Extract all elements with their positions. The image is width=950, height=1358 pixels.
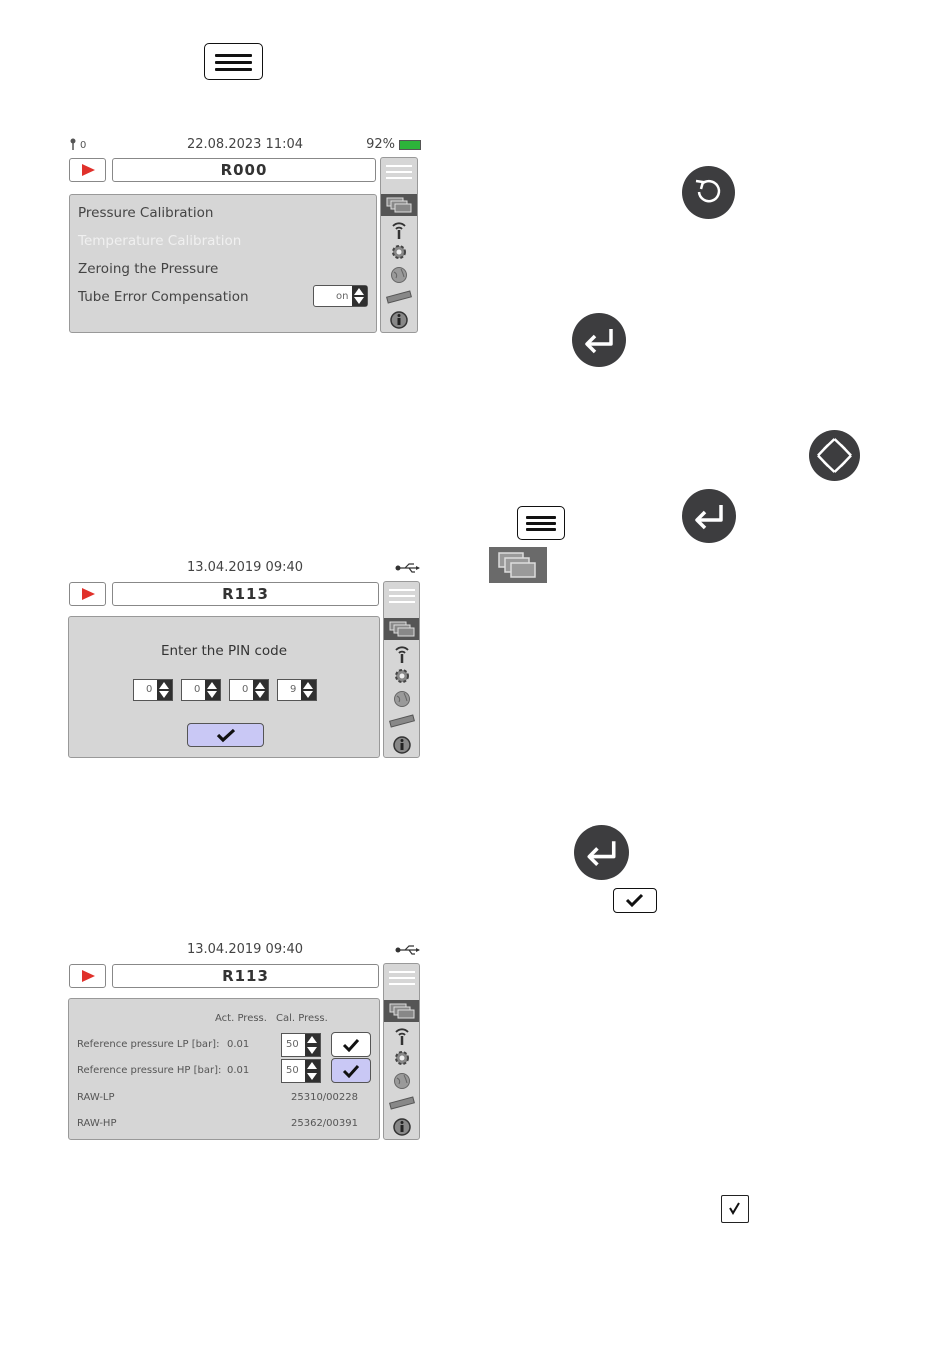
datetime: 13.04.2019 09:40 [186, 560, 304, 575]
column-actual-pressure: Act. Press. [215, 1013, 267, 1024]
menu-button-icon[interactable] [204, 43, 263, 80]
device-screen-pressure-calibration [67, 942, 423, 1142]
calibration-panel [68, 998, 380, 1140]
cal-pressure-hp-stepper[interactable]: 50 [281, 1059, 321, 1083]
device-title: R113 [112, 964, 379, 988]
enter-button-icon-3[interactable] [574, 825, 629, 880]
antenna-icon[interactable] [381, 218, 417, 240]
actual-pressure-lp: 0.01 [227, 1039, 250, 1050]
windows-icon[interactable] [384, 1000, 419, 1022]
pin-digit-1[interactable]: 0 [133, 679, 173, 701]
status-bar [67, 560, 423, 576]
menu-item-tube-error-compensation[interactable]: Tube Error Compensation [78, 289, 249, 305]
windows-icon[interactable] [381, 194, 417, 216]
pin-digit-2[interactable]: 0 [181, 679, 221, 701]
datetime: 13.04.2019 09:40 [186, 942, 304, 957]
antenna-icon[interactable] [384, 1024, 419, 1046]
sidebar [383, 963, 420, 1140]
windows-icon[interactable] [384, 618, 419, 640]
usb-icon [395, 944, 421, 960]
start-button[interactable] [69, 582, 106, 606]
pin-prompt: Enter the PIN code [160, 643, 288, 659]
cal-pressure-lp-stepper[interactable]: 50 [281, 1033, 321, 1057]
raw-hp-value: 25362/00391 [291, 1118, 358, 1129]
info-icon[interactable] [381, 309, 417, 331]
confirm-button-icon[interactable] [613, 888, 657, 913]
start-button[interactable] [69, 964, 106, 988]
battery-percent: 92% [366, 137, 395, 152]
menu-icon[interactable] [381, 158, 417, 185]
actual-pressure-hp: 0.01 [227, 1065, 250, 1076]
menu-icon[interactable] [384, 582, 419, 609]
raw-lp-value: 25310/00228 [291, 1092, 358, 1103]
info-icon[interactable] [384, 1116, 419, 1138]
confirm-pin-button[interactable] [187, 723, 264, 747]
status-bar [67, 942, 423, 958]
column-calibration-pressure: Cal. Press. [276, 1013, 328, 1024]
battery-icon [399, 140, 421, 150]
globe-icon[interactable] [384, 688, 419, 710]
menu-item-zeroing-pressure[interactable]: Zeroing the Pressure [78, 261, 219, 277]
navigation-pad-icon[interactable] [809, 430, 860, 481]
enter-button-icon[interactable] [572, 313, 626, 367]
row-label-lp: Reference pressure LP [bar]: [77, 1039, 220, 1050]
menu-button-icon-small[interactable] [517, 506, 565, 540]
device-screen-pin-entry [67, 560, 423, 760]
pin-digit-3[interactable]: 0 [229, 679, 269, 701]
globe-icon[interactable] [384, 1070, 419, 1092]
row-label-hp: Reference pressure HP [bar]: [77, 1065, 222, 1076]
device-title: R113 [112, 582, 379, 606]
windows-tab-icon[interactable] [489, 547, 547, 583]
tube-error-toggle[interactable]: on [313, 285, 368, 307]
raw-hp-label: RAW-HP [77, 1118, 117, 1129]
menu-item-pressure-calibration[interactable]: Pressure Calibration [78, 205, 214, 221]
ruler-icon[interactable] [381, 286, 417, 308]
device-title: R000 [112, 158, 376, 182]
gear-icon[interactable] [384, 665, 419, 687]
globe-icon[interactable] [381, 264, 417, 286]
pin-panel [68, 616, 380, 758]
confirm-hp-button[interactable] [331, 1058, 371, 1083]
start-button[interactable] [69, 158, 106, 182]
menu-panel [69, 194, 377, 333]
gear-icon[interactable] [384, 1047, 419, 1069]
datetime: 22.08.2023 11:04 [186, 137, 304, 152]
pin-digit-4[interactable]: 9 [277, 679, 317, 701]
confirm-lp-button[interactable] [331, 1032, 371, 1057]
menu-item-temperature-calibration: Temperature Calibration [78, 233, 242, 249]
checkbox-icon[interactable] [721, 1195, 749, 1223]
sidebar [380, 157, 418, 333]
ruler-icon[interactable] [384, 710, 419, 732]
antenna-icon[interactable] [384, 642, 419, 664]
ruler-icon[interactable] [384, 1092, 419, 1114]
sidebar [383, 581, 420, 758]
status-bar [67, 137, 423, 153]
menu-icon[interactable] [384, 964, 419, 991]
raw-lp-label: RAW-LP [77, 1092, 115, 1103]
device-screen-calibration-menu [67, 137, 423, 335]
enter-button-icon-2[interactable] [682, 489, 736, 543]
gear-icon[interactable] [381, 241, 417, 263]
back-button-icon[interactable] [682, 166, 735, 219]
signal-value: 0 [80, 140, 87, 151]
info-icon[interactable] [384, 734, 419, 756]
usb-icon [395, 562, 421, 578]
